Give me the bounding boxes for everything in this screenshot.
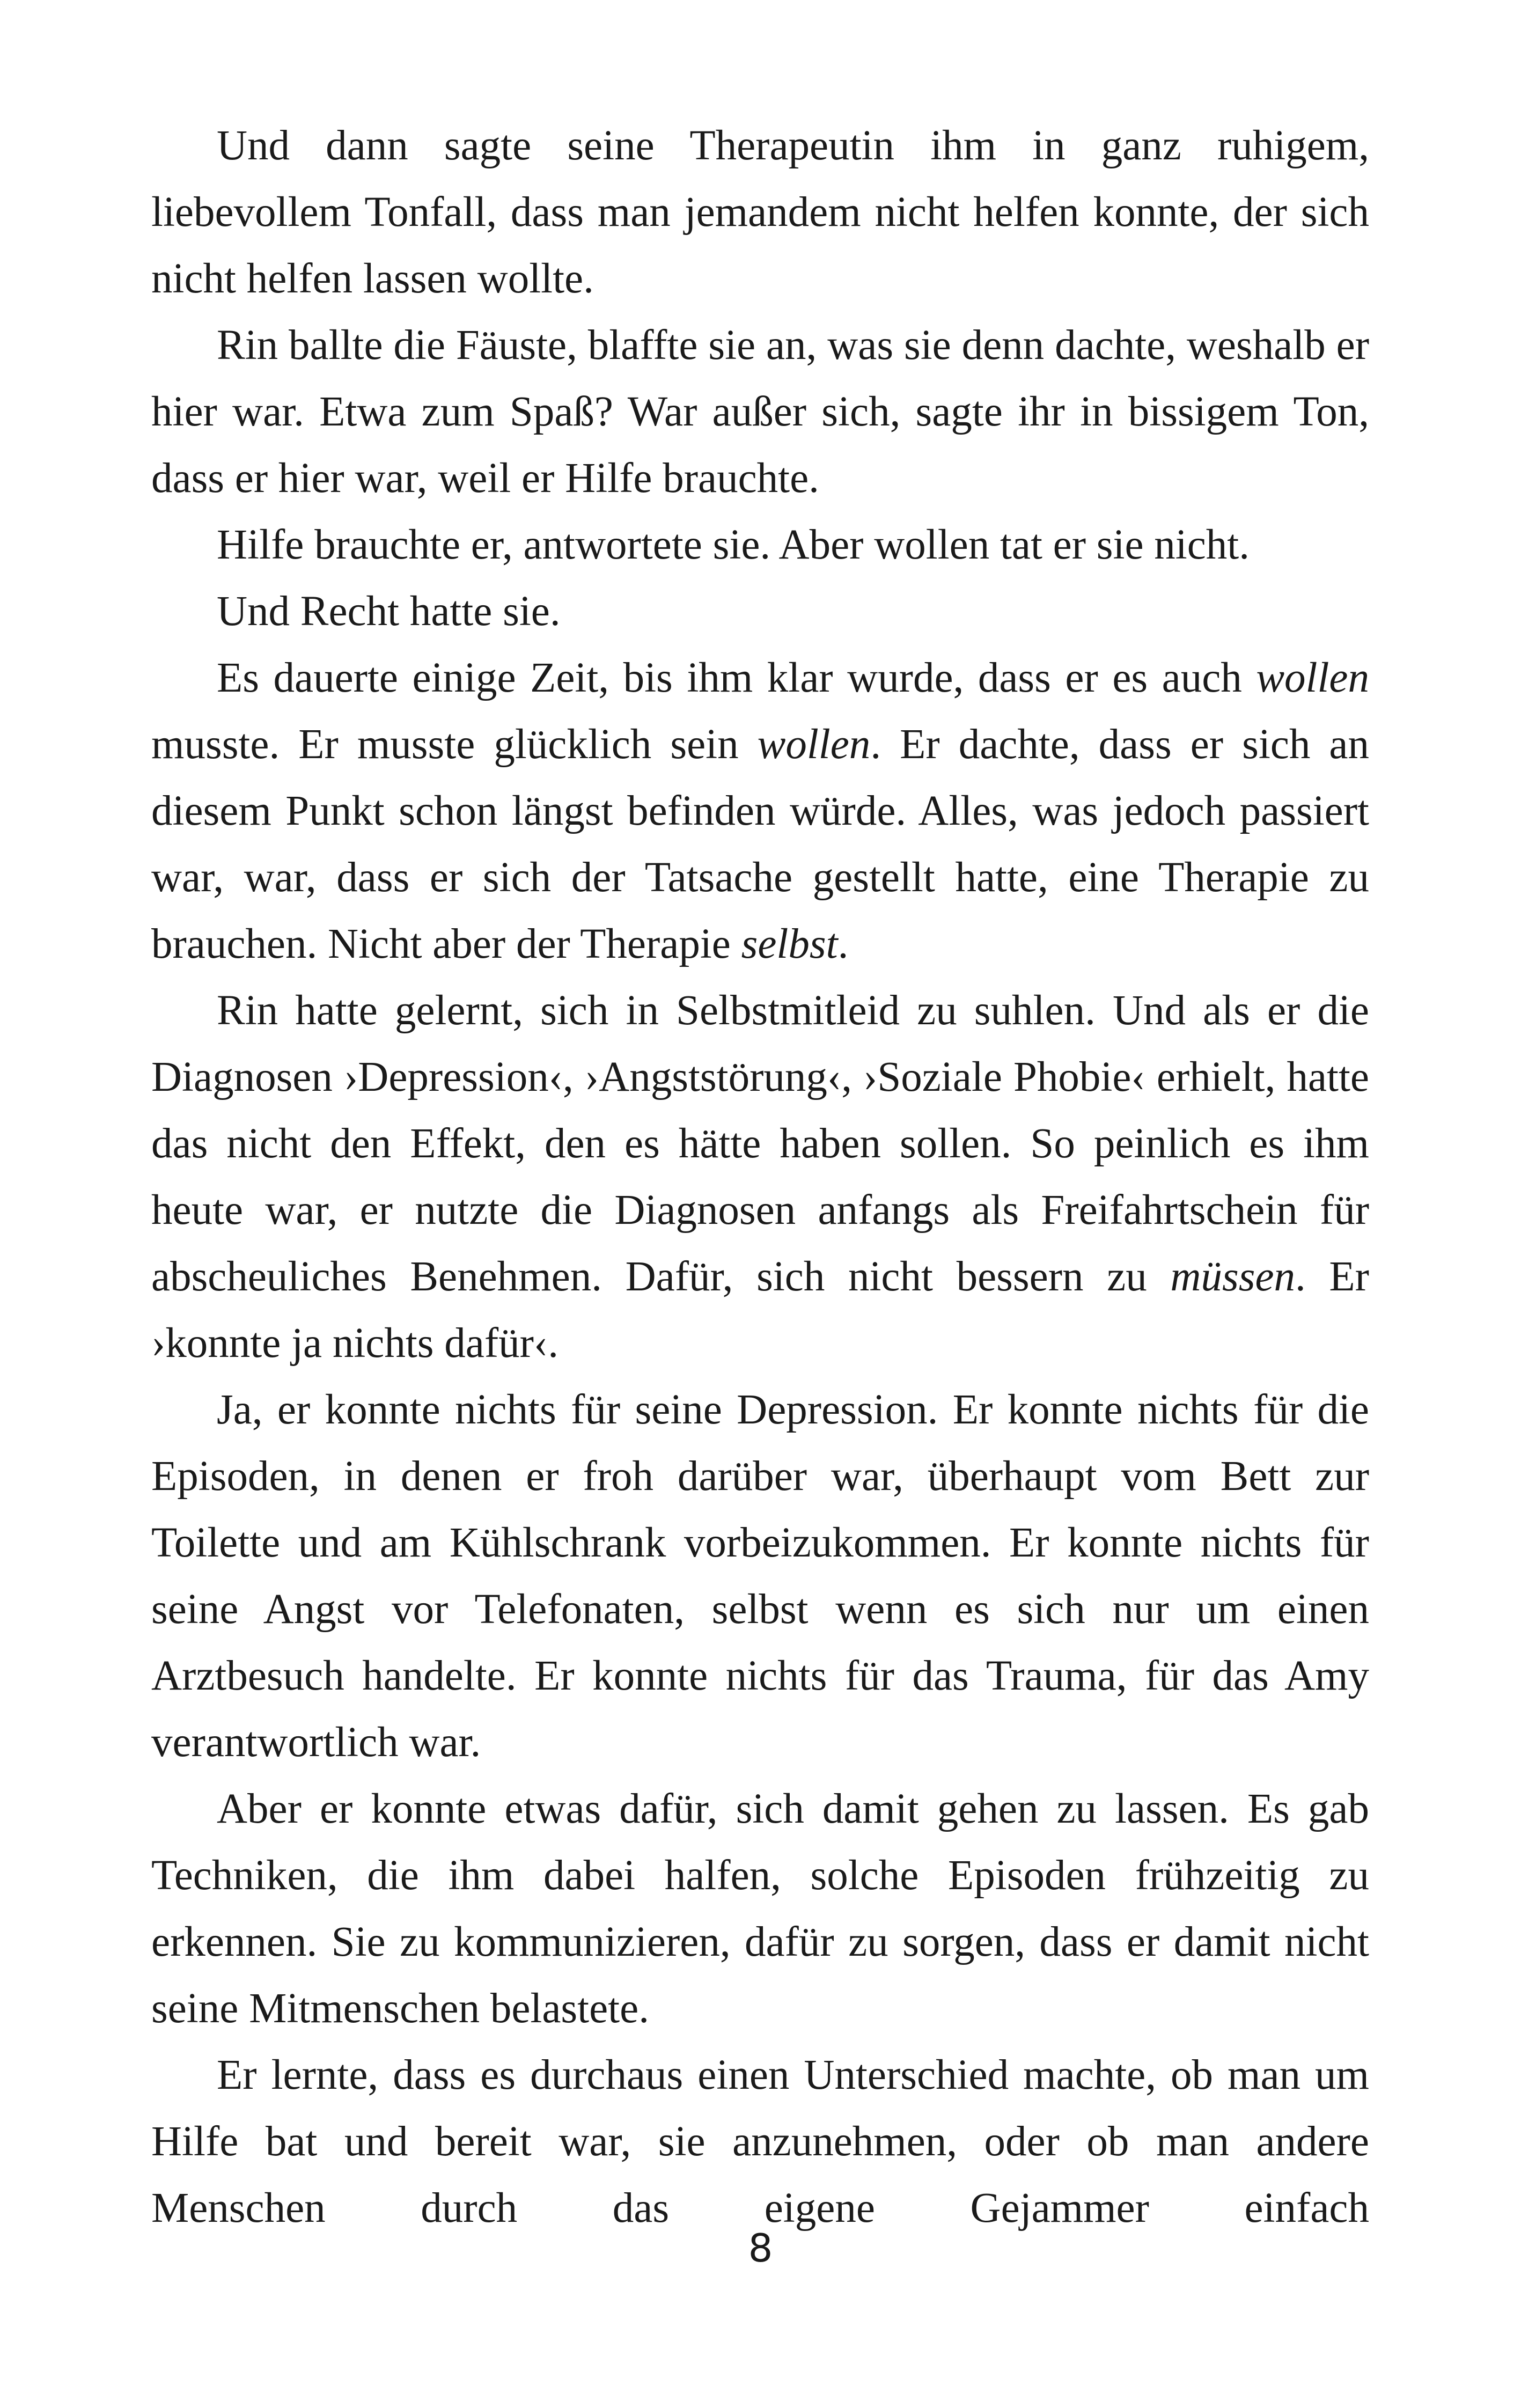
emphasized-text: müssen xyxy=(1170,1253,1296,1300)
paragraph xyxy=(151,312,1369,512)
paragraph xyxy=(151,978,1369,1377)
paragraph xyxy=(151,1776,1369,2042)
text-run: musste. Er musste glücklich sein xyxy=(151,721,758,768)
text-run: Hilfe brauchte er, antwortete sie. Aber wollen tat er sie nicht. xyxy=(217,522,1250,568)
text-run: Aber er konnte etwas dafür, sich damit gehen zu lassen. Es gab Techniken, die ihm dabei halfen, solche Episoden frühzeitig zu erkennen. Sie zu kommunizieren, dafür zu sorgen, dass er damit nicht seine Mitmenschen belastete. xyxy=(151,1786,1369,2032)
text-run: . Er dachte, dass er sich an diesem Punkt schon längst befinden würde. Alles, was jedoch passiert war, war, dass er sich der Tatsache gestellt hatte, eine Therapie zu brauchen. Nicht aber der Therapie xyxy=(151,721,1369,967)
text-run: . xyxy=(837,921,849,967)
paragraph xyxy=(151,512,1369,578)
text-run: . Er ›konnte ja nichts dafür‹. xyxy=(151,1253,1369,1367)
body-text xyxy=(151,113,1369,2242)
emphasized-text: wollen xyxy=(757,721,871,768)
text-run: Und dann sagte seine Therapeutin ihm in ganz ruhigem, liebevollem Tonfall, dass man jemandem nicht helfen konnte, der sich nicht helfen lassen wollte. xyxy=(151,122,1369,302)
emphasized-text: selbst xyxy=(741,921,838,967)
page-number: 8 xyxy=(748,2226,773,2271)
paragraph xyxy=(151,578,1369,645)
text-run: Er lernte, dass es durchaus einen Unterschied machte, ob man um Hilfe bat und bereit war, sie anzunehmen, oder ob man andere Menschen durch das eigene Gejammer einfach xyxy=(151,2052,1369,2231)
text-run: Es dauerte einige Zeit, bis ihm klar wurde, dass er es auch xyxy=(217,655,1257,701)
text-run: Und Recht hatte sie. xyxy=(217,588,561,635)
text-run: Rin ballte die Fäuste, blaffte sie an, was sie denn dachte, weshalb er hier war. Etwa zum Spaß? War außer sich, sagte ihr in bissigem Ton, dass er hier war, weil er Hilfe brauchte. xyxy=(151,322,1369,502)
emphasized-text: wollen xyxy=(1256,655,1369,701)
paragraph xyxy=(151,645,1369,978)
paragraph xyxy=(151,2042,1369,2242)
paragraph xyxy=(151,113,1369,312)
text-run: Ja, er konnte nichts für seine Depression. Er konnte nichts für die Episoden, in denen er froh darüber war, überhaupt vom Bett zur Toilette und am Kühlschrank vorbeizukommen. Er konnte nichts für seine Angst vor Telefonaten, selbst wenn es sich nur um einen Arztbesuch handelte. Er konnte nichts für das Trauma, für das Amy verantwortlich war. xyxy=(151,1386,1369,1766)
paragraph xyxy=(151,1377,1369,1776)
text-run: Rin hatte gelernt, sich in Selbstmitleid zu suhlen. Und als er die Diagnosen ›Depression‹, ›Angststörung‹, ›Soziale Phobie‹ erhielt, hatte das nicht den Effekt, den es hätte haben sollen. So peinlich es ihm heute war, er nutzte die Diagnosen anfangs als Freifahrtschein für abscheuliches Benehmen. Dafür, sich nicht bessern zu xyxy=(151,987,1369,1300)
